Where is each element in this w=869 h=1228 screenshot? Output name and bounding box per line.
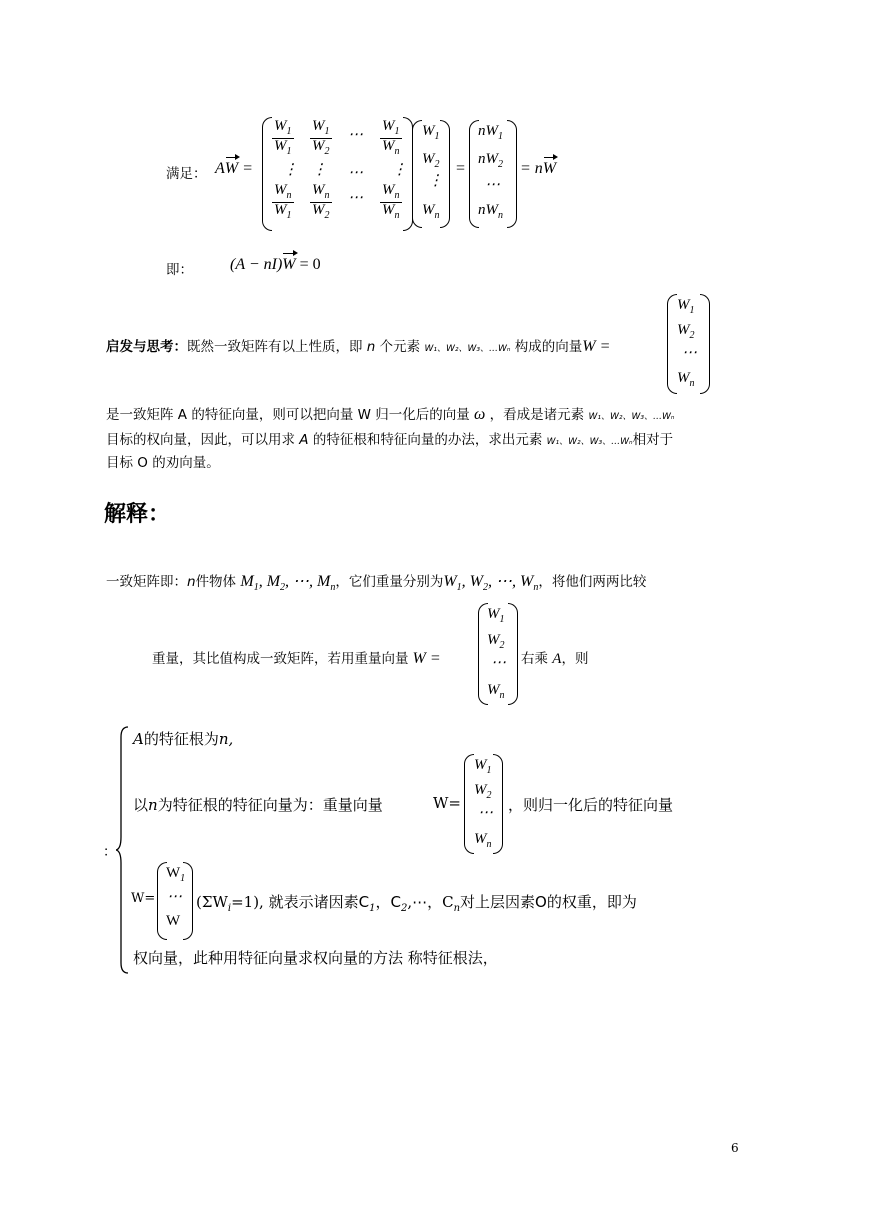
explain-line2: 重量，其比值构成一致矩阵，若用重量向量 W = bbox=[152, 650, 441, 667]
heading-explain: 解释： bbox=[104, 502, 171, 527]
page-number: 6 bbox=[731, 1141, 739, 1155]
label-satisfy: 满足： bbox=[166, 166, 207, 182]
formula-AW: AW = bbox=[215, 160, 253, 177]
brace-line3: $(\Sigma W_i=1)$, 就表示诸因素$C_1$，$C_2,\cdots$，$C_n$对上层因素O的权重，即为 bbox=[196, 893, 637, 914]
inspire-line2: 是一致矩阵 A 的特征向量，则可以把向量 W 归一化后的向量 ω ，看成是诸元素 W₁、W₂、W₃、…Wₙ bbox=[106, 406, 675, 423]
brace-line2-tail: ，则归一化后的特征向量 bbox=[508, 796, 674, 814]
brace-line4: 权向量，此种用特征向量求权向量的方法 称特征根法， bbox=[133, 949, 498, 967]
inspire-line4: 目标 O 的劝向量。 bbox=[106, 455, 220, 471]
brace-line1: A的特征根为n, bbox=[133, 730, 234, 748]
inspire-line1: 启发与思考：既然一致矩阵有以上性质，即 n 个元素 W₁、W₂、W₃、…Wₙ 构成的向量W = bbox=[106, 338, 611, 355]
explain-line1: 一致矩阵即：n件物体 $M_1$, $M_2$, ⋯, $M_n$，它们重量分别为$W_1$, $W_2$, ⋯, $W_n$，将他们两两比较 bbox=[106, 573, 647, 593]
inspire-line3: 目标的权向量，因此，可以用求 A 的特征根和特征向量的办法，求出元素 W₁、W₂、W₃、…Wₙ相对于 bbox=[106, 432, 674, 448]
brace-colon: ： bbox=[103, 844, 117, 860]
brace-W-eq: W= bbox=[433, 794, 461, 812]
left-brace bbox=[116, 725, 130, 975]
brace-W-eq-2: W= bbox=[131, 891, 156, 906]
explain-line2-tail: 右乘 A，则 bbox=[521, 651, 589, 667]
brace-line2: 以n为特征根的特征向量为：重量向量 bbox=[133, 796, 383, 814]
formula-nW: = nW bbox=[520, 160, 557, 177]
label-ie: 即： bbox=[166, 262, 193, 278]
formula-eigen: (A − nI)W = 0 bbox=[230, 256, 321, 273]
